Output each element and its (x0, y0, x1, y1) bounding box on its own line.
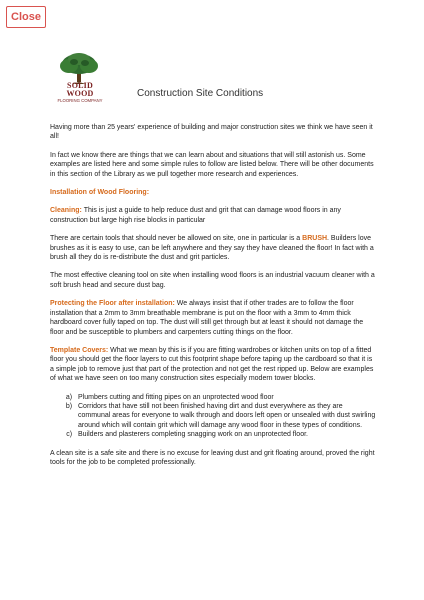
intro-paragraph-1: Having more than 25 years' experience of building and major construction sites we think we have seen it all! (50, 124, 373, 141)
template-term: Template Covers: (50, 346, 109, 354)
list-item: b. Corridors that have still not been finished having dirt and dust everywhere as they are communal areas for everyone to walk through and doors left open or unsealed with dust swirling around which will contain grit which will damage any wood floor in these types of conditions. (76, 402, 376, 430)
brush-paragraph (50, 234, 376, 262)
protecting-paragraph (50, 299, 376, 337)
page-title: Construction Site Conditions (137, 88, 264, 99)
list-item: c. Builders and plasterers completing snagging work on an unprotected floor. (76, 430, 376, 439)
list-item: a. Plumbers cutting and fitting pipes on an unprotected wood floor (76, 393, 376, 402)
protecting-text: We always insist that if other trades are to follow the floor installation that a 2mm to 3mm breathable membrane is put on the floor with a 3mm to 4mm thick hardboard cover fully taped on top. The dust will still get through but at least it should not damage the floor and be susceptible to plumbers and carpenters cutting things on the floor. (50, 300, 364, 336)
cleaning-term: Cleaning: (50, 207, 82, 215)
document-body (50, 123, 376, 476)
document-header (50, 52, 380, 106)
brush-text-before: There are certain tools that should never be allowed on site, one in particular is a (50, 235, 303, 243)
examples-list (50, 393, 376, 440)
intro-paragraph-2: In fact we know there are things that we can learn about and situations that will still astonish us. Some examples are listed here and some simple rules to follow are listed below. There will be other documents in this section of the Library as we pull together more research and experiences. (50, 151, 374, 178)
cleaning-paragraph (50, 206, 376, 225)
cleaning-text: This is just a guide to help reduce dust and grit that can damage wood floors in any construction but large high rise blocks in particular (50, 207, 341, 224)
template-paragraph (50, 346, 376, 384)
oak-tree-icon (50, 52, 108, 84)
company-logo (50, 52, 108, 104)
closing-paragraph: A clean site is a safe site and there is no excuse for leaving dust and grit floating around, proved the right tools for the job to be completed professionally. (50, 449, 375, 466)
vacuum-paragraph: The most effective cleaning tool on site when installing wood floors is an industrial vacuum cleaner with a soft brush head and secure dust bag. (50, 272, 375, 289)
logo-tagline: FLOORING COMPANY (57, 98, 103, 103)
protecting-term: Protecting the Floor after installation: (50, 300, 175, 308)
section-heading: Installation of Wood Flooring: (50, 189, 150, 197)
logo-wordmark: SOLID WOOD (66, 81, 94, 98)
brush-highlight: BRUSH (302, 235, 328, 243)
close-button[interactable]: Close (6, 6, 46, 28)
brush-text-after: . Builders love brushes as it is easy to use, can be left anywhere and they say they have cleaned the floor! In fact with a brush all they do is re-distribute the dust and grit particles. (50, 235, 374, 262)
template-text: What we mean by this is if you are fitting wardrobes or kitchen units on top of a fitted floor you should get the floor layers to cut this footprint shape before taping up the cardboard so that it is a simple job to remove just that part of the protection and not get the rest ripped up. Below are examples of what we have seen on too many construction sites especially modern tower blocks. (50, 346, 374, 383)
